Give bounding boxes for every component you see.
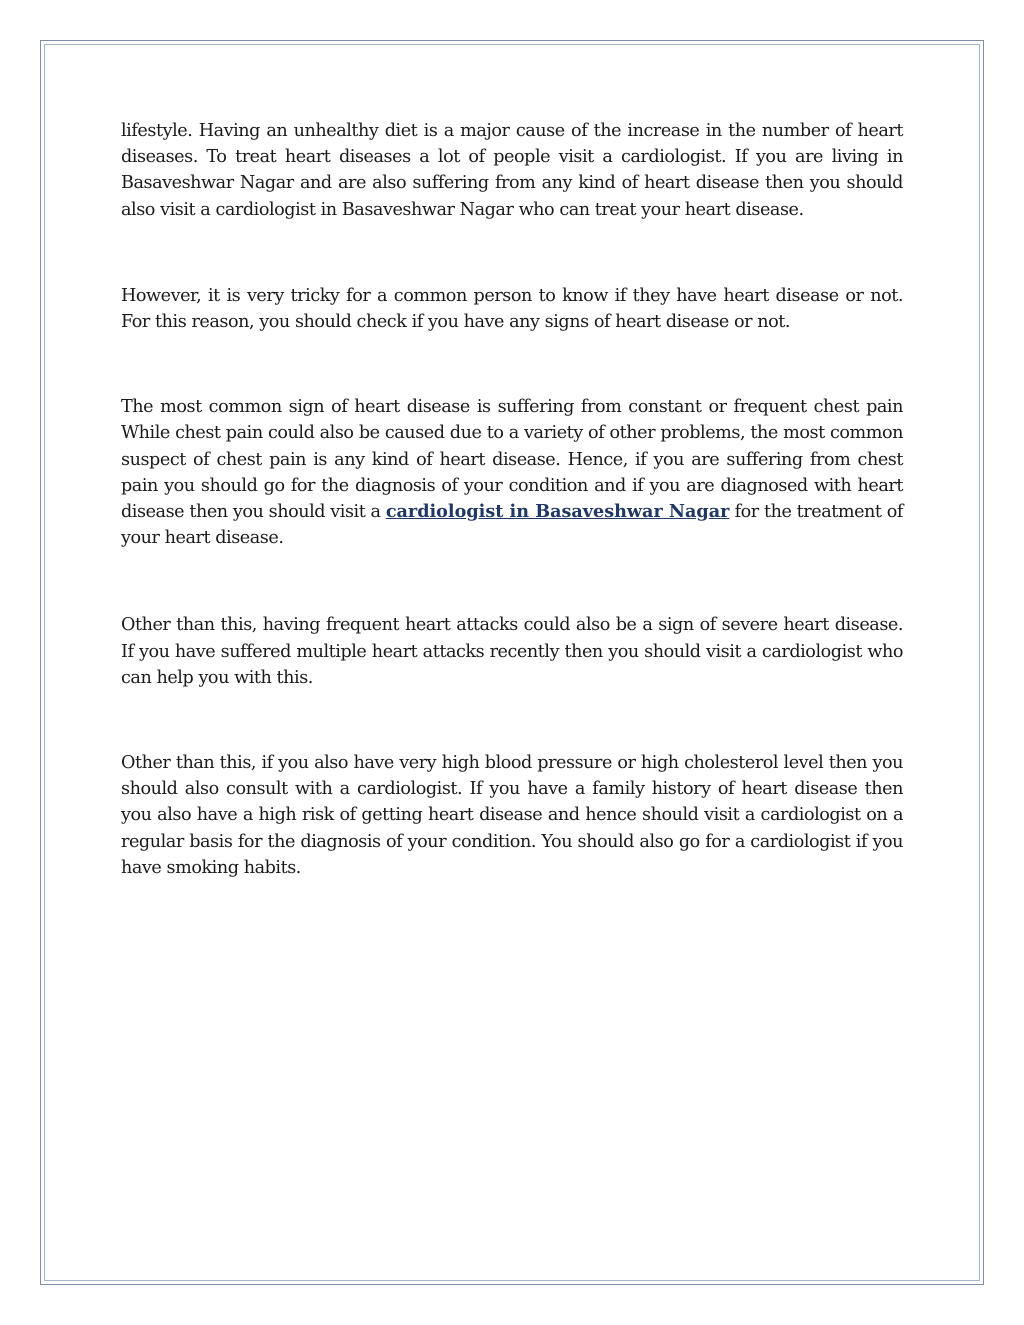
paragraph-heart-attacks: Other than this, having frequent heart attacks could also be a sign of severe heart disease. If you have suffered multiple heart attacks recently then you should visit a cardiologist who can help you with this. <box>121 615 903 688</box>
paragraph-blood-pressure: Other than this, if you also have very high blood pressure or high cholesterol level then you should also consult with a cardiologist. If you have a family history of heart disease then you also have a high risk of getting heart disease and hence should visit a cardiologist on a regular basis for the diagnosis of your condition. You should also go for a cardiologist if you have smoking habits. <box>121 753 903 878</box>
paragraph-text-before-link: The most common sign of heart disease is suffering from constant or frequent chest pain While chest pain could also be caused due to a variety of other problems, the most common suspect of chest pain is any kind of heart disease. Hence, if you are suffering from chest pain you should go for the diagnosis of your condition and if you are diagnosed with heart disease then you should visit a <box>121 397 903 523</box>
paragraph-tricky: However, it is very tricky for a common person to know if they have heart disease or not. For this reason, you should check if you have any signs of heart disease or not. <box>121 285 903 333</box>
paragraph-lifestyle: lifestyle. Having an unhealthy diet is a major cause of the increase in the number of heart diseases. To treat heart diseases a lot of people visit a cardiologist. If you are living in Basaveshwar Nagar and are also suffering from any kind of heart disease then you should also visit a cardiologist in Basaveshwar Nagar who can treat your heart disease. <box>121 121 903 220</box>
paragraph-text-after-link: for the treatment of your heart disease. <box>121 502 903 549</box>
paragraph-chest-pain <box>121 394 903 551</box>
document-body <box>121 118 903 881</box>
cardiologist-link[interactable]: cardiologist in Basaveshwar Nagar <box>385 501 730 523</box>
